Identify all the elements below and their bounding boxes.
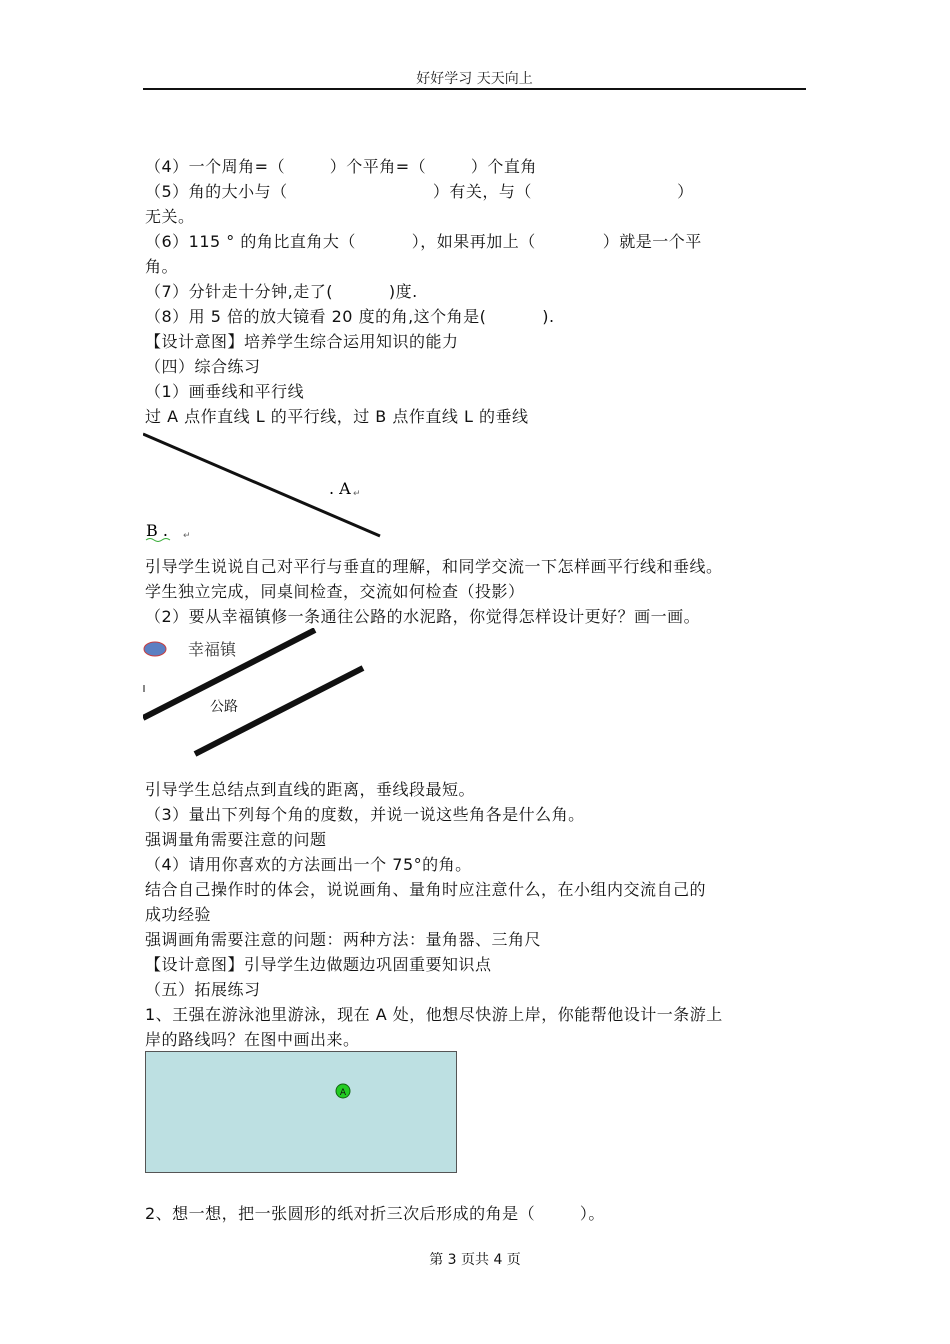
pool-point-label: A xyxy=(339,1088,347,1098)
design-intent-1: 【设计意图】培养学生综合运用知识的能力 xyxy=(145,332,459,351)
swimming-pool xyxy=(146,1052,457,1173)
guide-3: 引导学生总结点到直线的距离，垂线段最短。 xyxy=(145,780,476,799)
figure-line-l xyxy=(143,430,403,545)
practice-3-title: （3）量出下列每个角的度数，并说一说这些角各是什么角。 xyxy=(145,805,585,824)
question-7: （7）分针走十分钟,走了( )度. xyxy=(145,282,418,301)
guide-4-cont: 成功经验 xyxy=(145,905,212,924)
section-5-title: （五）拓展练习 xyxy=(145,980,261,999)
road-label: 公路 xyxy=(210,699,238,715)
question-5: （5）角的大小与（ ）有关，与（ ） xyxy=(145,182,694,201)
header-rule xyxy=(143,88,806,90)
question-6-cont: 角。 xyxy=(145,257,179,276)
guide-2: 学生独立完成，同桌间检查，交流如何检查（投影） xyxy=(145,582,525,601)
question-6: （6）115 ° 的角比直角大（ ），如果再加上（ ）就是一个平 xyxy=(145,232,702,251)
paragraph-mark-icon: ↵ xyxy=(353,489,361,499)
town-label: 幸福镇 xyxy=(188,640,237,659)
point-b-label: B . xyxy=(146,521,168,540)
town-marker-icon xyxy=(144,642,166,656)
extension-1-cont: 岸的路线吗？在图中画出来。 xyxy=(145,1030,360,1049)
guide-1: 引导学生说说自己对平行与垂直的理解，和同学交流一下怎样画平行线和垂线。 xyxy=(145,557,723,576)
section-4-title: （四）综合练习 xyxy=(145,357,261,376)
page-footer: 第 3 页共 4 页 xyxy=(429,1252,521,1268)
figure-road xyxy=(143,628,373,758)
emphasis-1: 强调量角需要注意的问题 xyxy=(145,830,327,849)
emphasis-2: 强调画角需要注意的问题：两种方法：量角器、三角尺 xyxy=(145,930,542,949)
guide-4: 结合自己操作时的体会，说说画角、量角时应注意什么，在小组内交流自己的 xyxy=(145,880,707,899)
extension-1: 1、王强在游泳池里游泳，现在 A 处，他想尽快游上岸，你能帮他设计一条游上 xyxy=(145,1005,723,1024)
extension-2: 2、想一想，把一张圆形的纸对折三次后形成的角是（ ）。 xyxy=(145,1204,605,1223)
practice-2-title: （2）要从幸福镇修一条通往公路的水泥路，你觉得怎样设计更好？画一画。 xyxy=(145,607,701,626)
design-intent-2: 【设计意图】引导学生边做题边巩固重要知识点 xyxy=(145,955,492,974)
point-a-label: . A xyxy=(329,479,351,498)
figure-pool xyxy=(145,1051,458,1175)
practice-1-title: （1）画垂线和平行线 xyxy=(145,382,305,401)
paragraph-mark-icon: ↵ xyxy=(183,531,191,541)
practice-1-desc: 过 A 点作直线 L 的平行线，过 B 点作直线 L 的垂线 xyxy=(145,407,529,426)
practice-4-title: （4）请用你喜欢的方法画出一个 75°的角。 xyxy=(145,855,472,874)
question-8: （8）用 5 倍的放大镜看 20 度的角,这个角是( ). xyxy=(145,307,555,326)
page-header: 好好学习 天天向上 xyxy=(416,71,533,87)
question-4: （4）一个周角=（ ）个平角=（ ）个直角 xyxy=(145,157,537,176)
question-5-cont: 无关。 xyxy=(145,207,195,226)
